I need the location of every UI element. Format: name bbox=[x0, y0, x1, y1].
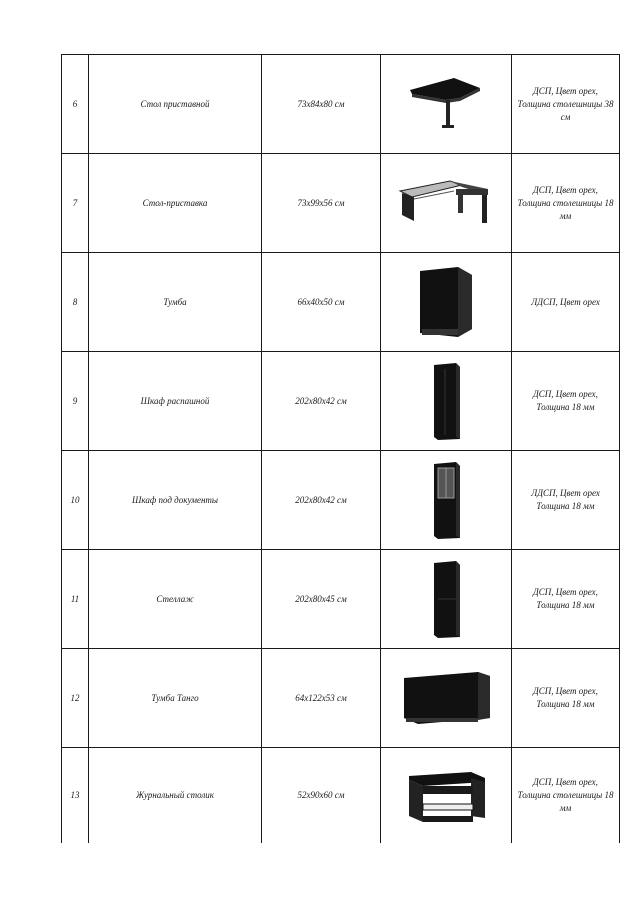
document-cabinet-icon bbox=[428, 460, 464, 540]
desk-extension-icon bbox=[398, 175, 494, 231]
item-size: 52х90х60 см bbox=[262, 748, 381, 844]
table-row bbox=[62, 451, 620, 550]
table-row bbox=[62, 55, 620, 154]
item-image-cell bbox=[381, 55, 512, 154]
wardrobe-icon bbox=[428, 361, 464, 441]
item-material: ДСП, Цвет орех, Толщина 18 мм bbox=[512, 352, 620, 451]
item-size: 202х80х45 см bbox=[262, 550, 381, 649]
item-material: ДСП, Цвет орех, Толщина столешницы 38 см bbox=[512, 55, 620, 154]
item-material: ЛДСП, Цвет орех Толщина 18 мм bbox=[512, 451, 620, 550]
row-number: 8 bbox=[62, 253, 89, 352]
item-name: Шкаф распашной bbox=[89, 352, 262, 451]
item-name: Стеллаж bbox=[89, 550, 262, 649]
item-name: Журнальный столик bbox=[89, 748, 262, 844]
item-material: ДСП, Цвет орех, Толщина 18 мм bbox=[512, 550, 620, 649]
coffee-table-icon bbox=[401, 766, 491, 826]
row-number: 6 bbox=[62, 55, 89, 154]
item-image-cell bbox=[381, 649, 512, 748]
table-row bbox=[62, 649, 620, 748]
item-size: 73х99х56 см bbox=[262, 154, 381, 253]
side-table-icon bbox=[406, 74, 486, 134]
item-material: ДСП, Цвет орех, Толщина столешницы 18 мм bbox=[512, 748, 620, 844]
item-material: ЛДСП, Цвет орех bbox=[512, 253, 620, 352]
table-row bbox=[62, 748, 620, 844]
furniture-spec-table bbox=[61, 54, 620, 843]
item-material: ДСП, Цвет орех, Толщина столешницы 18 мм bbox=[512, 154, 620, 253]
item-size: 202х80х42 см bbox=[262, 352, 381, 451]
item-image-cell bbox=[381, 748, 512, 844]
item-material: ДСП, Цвет орех, Толщина 18 мм bbox=[512, 649, 620, 748]
row-number: 12 bbox=[62, 649, 89, 748]
item-image-cell bbox=[381, 550, 512, 649]
row-number: 13 bbox=[62, 748, 89, 844]
shelving-icon bbox=[428, 559, 464, 639]
item-size: 202х80х42 см bbox=[262, 451, 381, 550]
item-name: Тумба Танго bbox=[89, 649, 262, 748]
tango-cabinet-icon bbox=[398, 668, 494, 728]
cabinet-icon bbox=[416, 265, 476, 339]
row-number: 7 bbox=[62, 154, 89, 253]
item-size: 64х122х53 см bbox=[262, 649, 381, 748]
row-number: 10 bbox=[62, 451, 89, 550]
row-number: 11 bbox=[62, 550, 89, 649]
table-row bbox=[62, 154, 620, 253]
item-name: Шкаф под документы bbox=[89, 451, 262, 550]
item-size: 66х40х50 см bbox=[262, 253, 381, 352]
row-number: 9 bbox=[62, 352, 89, 451]
item-name: Тумба bbox=[89, 253, 262, 352]
item-name: Стол приставной bbox=[89, 55, 262, 154]
item-name: Стол-приставка bbox=[89, 154, 262, 253]
item-image-cell bbox=[381, 154, 512, 253]
table-row bbox=[62, 352, 620, 451]
item-image-cell bbox=[381, 451, 512, 550]
item-image-cell bbox=[381, 352, 512, 451]
item-image-cell bbox=[381, 253, 512, 352]
table-row bbox=[62, 253, 620, 352]
item-size: 73х84х80 см bbox=[262, 55, 381, 154]
table-row bbox=[62, 550, 620, 649]
